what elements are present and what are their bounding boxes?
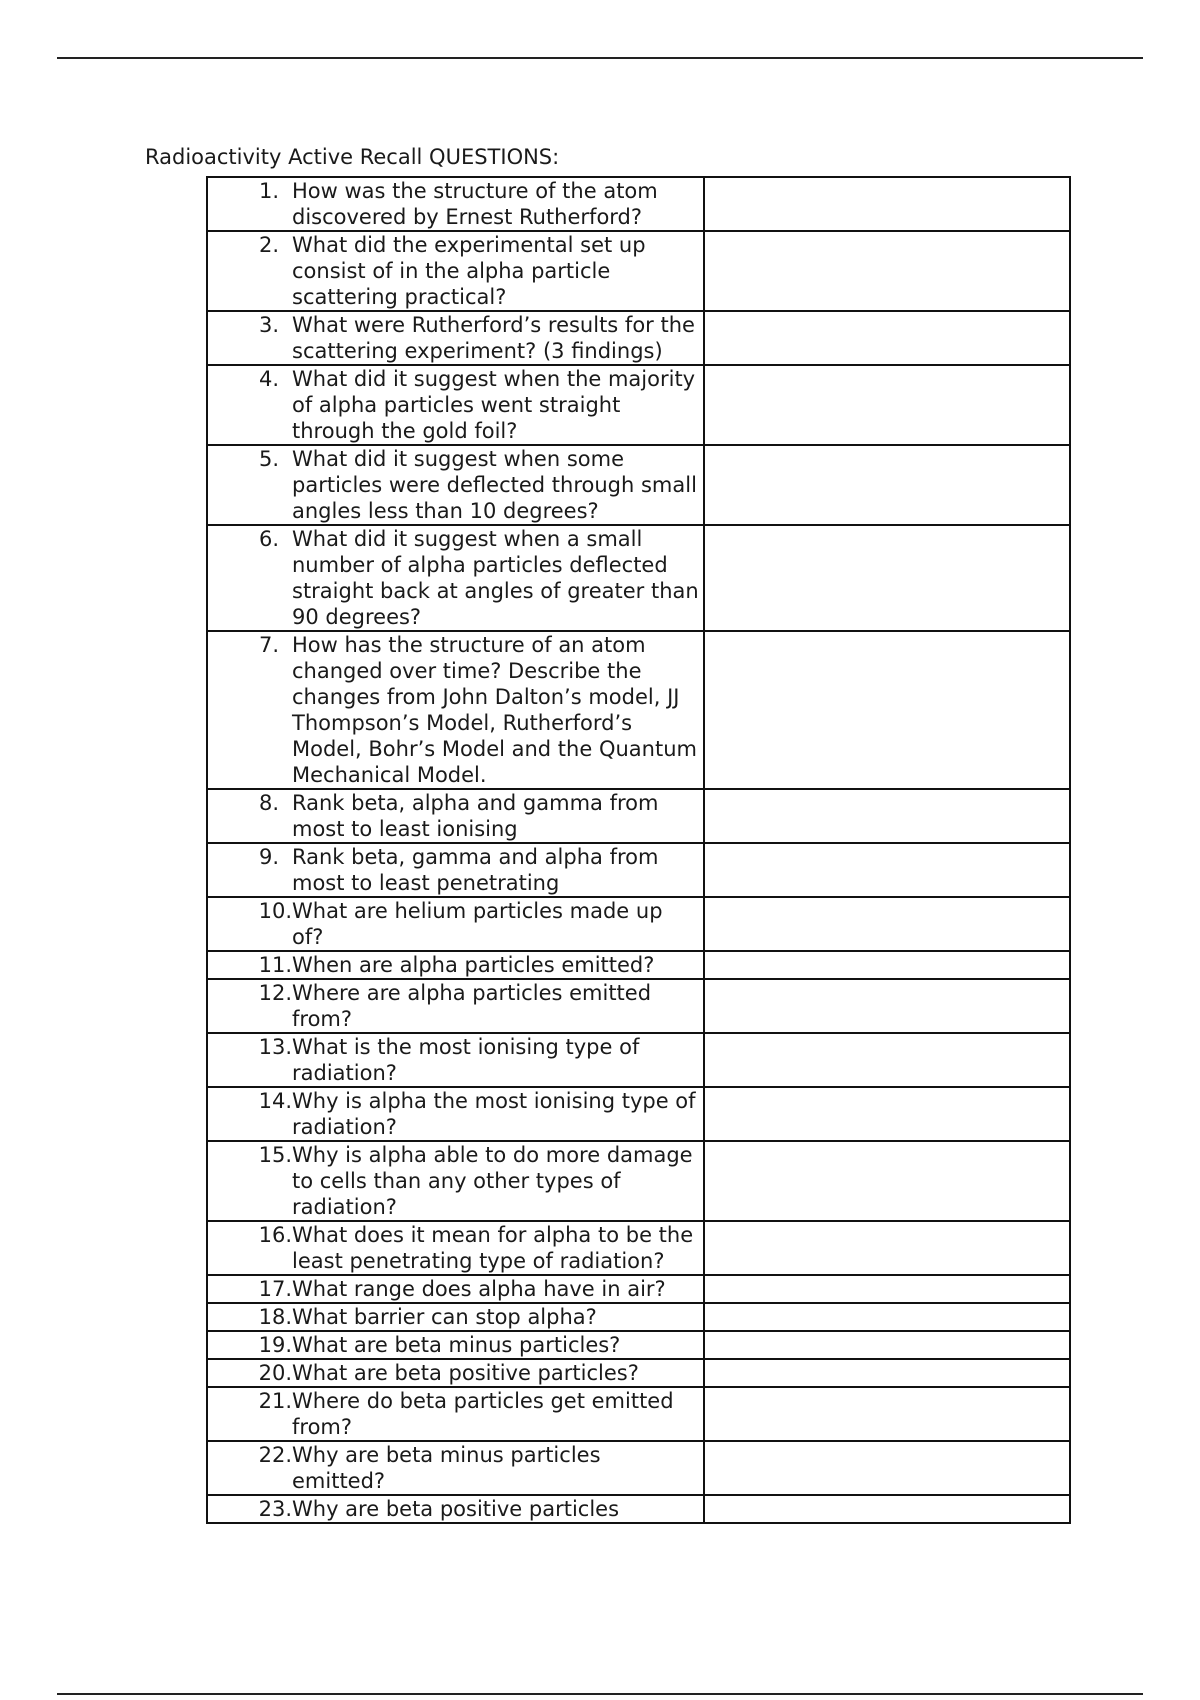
table-row [207, 1387, 1070, 1441]
question-text: What is the most ionising type of radiation? [292, 1035, 640, 1085]
table-row [207, 1087, 1070, 1141]
answer-cell[interactable] [704, 525, 1070, 631]
answer-cell[interactable] [704, 231, 1070, 311]
question-text: How has the structure of an atom changed over time? Describe the changes from John Dalton’s model, JJ Thompson’s Model, Rutherford’s Model, Bohr’s Model and the Quantum Mechanical Model. [292, 633, 697, 787]
table-row [207, 525, 1070, 631]
question-cell [207, 1303, 704, 1331]
question-number: 9. [258, 845, 279, 869]
question-text: Why are beta minus particles emitted? [292, 1443, 601, 1493]
table-row [207, 177, 1070, 231]
table-row [207, 231, 1070, 311]
answer-cell[interactable] [704, 311, 1070, 365]
question-number: 1. [258, 179, 279, 203]
question-text: Where do beta particles get emitted from? [292, 1389, 674, 1439]
question-text: What were Rutherford’s results for the scattering experiment? (3 findings) [292, 313, 695, 363]
question-number: 4. [258, 367, 279, 391]
question-cell [207, 1441, 704, 1495]
question-number: 3. [258, 313, 279, 337]
answer-cell[interactable] [704, 445, 1070, 525]
question-text: What does it mean for alpha to be the least penetrating type of radiation? [292, 1223, 694, 1273]
table-row [207, 1495, 1070, 1523]
question-cell [207, 979, 704, 1033]
answer-cell[interactable] [704, 631, 1070, 789]
question-text: What are beta minus particles? [292, 1333, 621, 1357]
question-number: 14. [258, 1089, 292, 1113]
answer-cell[interactable] [704, 365, 1070, 445]
table-row [207, 1331, 1070, 1359]
question-cell [207, 525, 704, 631]
question-cell [207, 951, 704, 979]
question-cell [207, 789, 704, 843]
table-row [207, 1221, 1070, 1275]
question-text: Why is alpha able to do more damage to cells than any other types of radiation? [292, 1143, 693, 1219]
question-cell [207, 1221, 704, 1275]
answer-cell[interactable] [704, 1359, 1070, 1387]
question-number: 17. [258, 1277, 292, 1301]
answer-cell[interactable] [704, 1441, 1070, 1495]
question-cell [207, 177, 704, 231]
question-text: How was the structure of the atom discovered by Ernest Rutherford? [292, 179, 658, 229]
question-number: 12. [258, 981, 292, 1005]
table-row [207, 789, 1070, 843]
answer-cell[interactable] [704, 1087, 1070, 1141]
question-cell [207, 1275, 704, 1303]
question-cell [207, 843, 704, 897]
answer-cell[interactable] [704, 177, 1070, 231]
table-row [207, 1441, 1070, 1495]
table-row [207, 897, 1070, 951]
answer-cell[interactable] [704, 1275, 1070, 1303]
question-text: What did it suggest when some particles were deflected through small angles less than 10 degrees? [292, 447, 697, 523]
question-text: Rank beta, alpha and gamma from most to least ionising [292, 791, 659, 841]
question-cell [207, 897, 704, 951]
question-cell [207, 1141, 704, 1221]
question-text: Rank beta, gamma and alpha from most to least penetrating [292, 845, 659, 895]
table-row [207, 1033, 1070, 1087]
table-row [207, 1303, 1070, 1331]
answer-cell[interactable] [704, 1495, 1070, 1523]
table-row [207, 1275, 1070, 1303]
question-text: What are beta positive particles? [292, 1361, 639, 1385]
answer-cell[interactable] [704, 1221, 1070, 1275]
answer-cell[interactable] [704, 951, 1070, 979]
question-cell [207, 445, 704, 525]
table-row [207, 631, 1070, 789]
table-row [207, 365, 1070, 445]
question-text: Why is alpha the most ionising type of radiation? [292, 1089, 696, 1139]
question-cell [207, 231, 704, 311]
questions-table [206, 176, 1071, 1524]
question-cell [207, 1033, 704, 1087]
question-text: Where are alpha particles emitted from? [292, 981, 652, 1031]
question-number: 23. [258, 1497, 292, 1521]
answer-cell[interactable] [704, 843, 1070, 897]
table-row [207, 951, 1070, 979]
question-number: 19. [258, 1333, 292, 1357]
question-text: What did it suggest when the majority of alpha particles went straight through the gold foil? [292, 367, 696, 443]
table-row [207, 445, 1070, 525]
question-number: 18. [258, 1305, 292, 1329]
question-number: 20. [258, 1361, 292, 1385]
question-cell [207, 1087, 704, 1141]
table-row [207, 979, 1070, 1033]
answer-cell[interactable] [704, 1141, 1070, 1221]
question-number: 6. [258, 527, 279, 551]
answer-cell[interactable] [704, 1033, 1070, 1087]
question-cell [207, 365, 704, 445]
question-number: 7. [258, 633, 279, 657]
question-text: What are helium particles made up of? [292, 899, 663, 949]
question-number: 2. [258, 233, 279, 257]
question-cell [207, 631, 704, 789]
question-number: 16. [258, 1223, 292, 1247]
question-number: 8. [258, 791, 279, 815]
answer-cell[interactable] [704, 1303, 1070, 1331]
answer-cell[interactable] [704, 789, 1070, 843]
answer-cell[interactable] [704, 897, 1070, 951]
question-text: What barrier can stop alpha? [292, 1305, 597, 1329]
question-text: When are alpha particles emitted? [292, 953, 655, 977]
question-number: 13. [258, 1035, 292, 1059]
question-cell [207, 1359, 704, 1387]
answer-cell[interactable] [704, 1331, 1070, 1359]
question-number: 5. [258, 447, 279, 471]
question-cell [207, 1331, 704, 1359]
answer-cell[interactable] [704, 979, 1070, 1033]
table-row [207, 843, 1070, 897]
page-bottom-rule [57, 1693, 1143, 1695]
question-number: 22. [258, 1443, 292, 1467]
question-number: 21. [258, 1389, 292, 1413]
question-number: 11. [258, 953, 292, 977]
question-text: What did the experimental set up consist of in the alpha particle scattering practical? [292, 233, 646, 309]
question-cell [207, 311, 704, 365]
question-number: 10. [258, 899, 292, 923]
page-top-rule [57, 57, 1143, 59]
question-cell [207, 1387, 704, 1441]
document-title: Radioactivity Active Recall QUESTIONS: [145, 145, 560, 169]
question-number: 15. [258, 1143, 292, 1167]
question-cell [207, 1495, 704, 1523]
answer-cell[interactable] [704, 1387, 1070, 1441]
table-row [207, 1359, 1070, 1387]
table-row [207, 311, 1070, 365]
question-text: Why are beta positive particles [292, 1497, 620, 1521]
question-text: What range does alpha have in air? [292, 1277, 666, 1301]
table-row [207, 1141, 1070, 1221]
question-text: What did it suggest when a small number of alpha particles deflected straight back at angles of greater than 90 degrees? [292, 527, 699, 629]
